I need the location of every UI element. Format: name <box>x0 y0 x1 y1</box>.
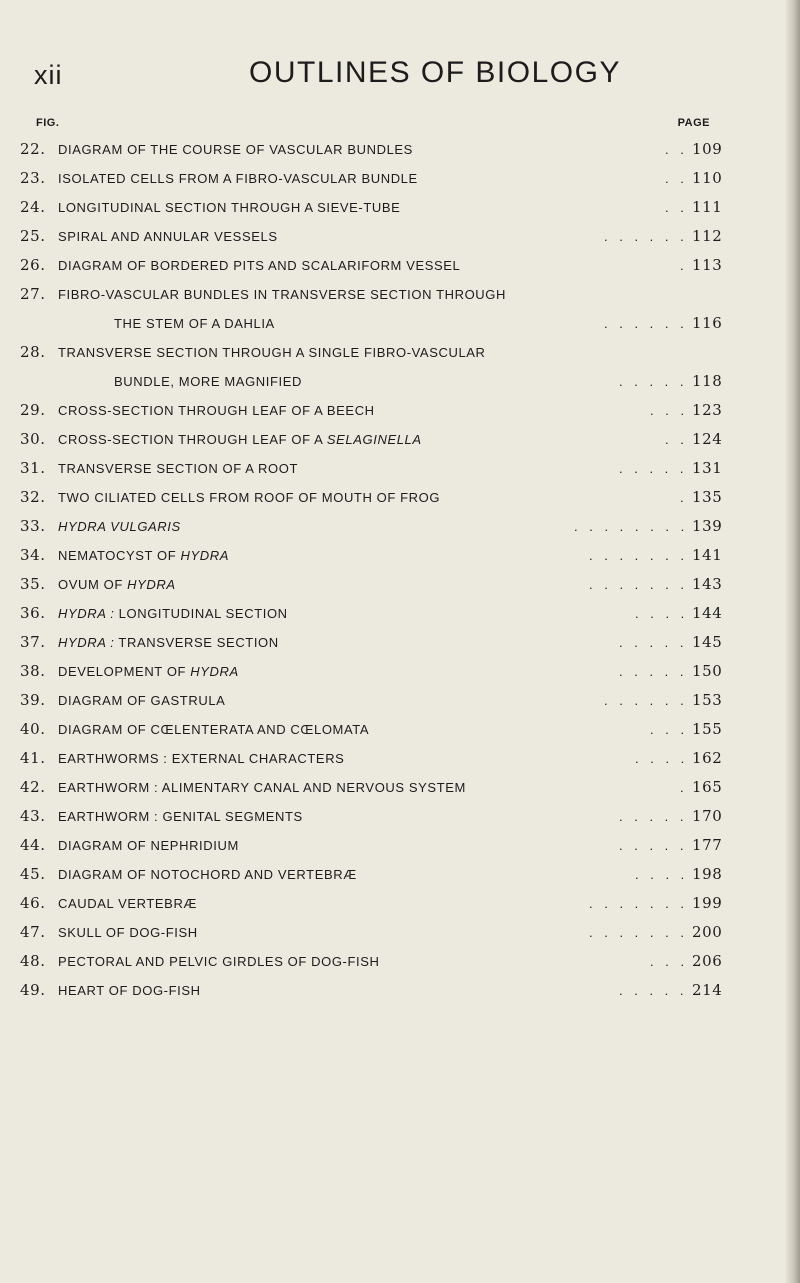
figure-number: 45. <box>20 865 46 883</box>
figure-number: 46. <box>20 894 46 912</box>
figure-caption <box>58 664 239 679</box>
list-item <box>20 457 740 486</box>
caption-italic-text: HYDRA <box>180 548 230 563</box>
dot-leader: . . . . . <box>619 983 688 998</box>
figure-number: 29. <box>20 401 46 419</box>
figure-caption <box>58 577 176 592</box>
figure-number: 41. <box>20 749 46 767</box>
dot-leader: . . . <box>650 403 689 418</box>
figure-caption <box>58 432 422 447</box>
caption-text: TRANSVERSE SECTION THROUGH A SINGLE FIBRO-VASCULAR <box>58 345 486 360</box>
running-title: OUTLINES OF BIOLOGY <box>249 56 621 89</box>
fig-column-heading: FIG. <box>36 117 60 129</box>
list-item <box>20 863 740 892</box>
caption-text: EARTHWORMS : EXTERNAL CHARACTERS <box>58 751 345 766</box>
figure-number: 44. <box>20 836 46 854</box>
figure-number: 36. <box>20 604 46 622</box>
caption-text: CAUDAL VERTEBRÆ <box>58 896 198 911</box>
caption-text: LONGITUDINAL SECTION THROUGH A SIEVE-TUBE <box>58 200 401 215</box>
list-item <box>20 370 740 399</box>
list-item <box>20 602 740 631</box>
list-item <box>20 312 740 341</box>
list-item <box>20 660 740 689</box>
figure-caption <box>58 954 380 969</box>
figure-caption <box>58 867 357 882</box>
list-of-illustrations <box>20 138 740 1008</box>
caption-text: DIAGRAM OF BORDERED PITS AND SCALARIFORM VESSEL <box>58 258 461 273</box>
figure-number: 26. <box>20 256 46 274</box>
figure-number: 23. <box>20 169 46 187</box>
figure-number: 31. <box>20 459 46 477</box>
caption-text: CROSS-SECTION THROUGH LEAF OF A <box>58 432 327 447</box>
figure-number: 34. <box>20 546 46 564</box>
page-number-ref: 131 <box>692 459 723 477</box>
figure-number: 24. <box>20 198 46 216</box>
dot-leader: . . . . . . <box>604 229 688 244</box>
figure-number: 38. <box>20 662 46 680</box>
page-number-ref: 177 <box>692 836 723 854</box>
list-item <box>20 486 740 515</box>
page-number-ref: 118 <box>692 372 723 390</box>
figure-caption <box>58 925 198 940</box>
dot-leader: . . . . . . . <box>589 896 688 911</box>
figure-caption <box>58 983 201 998</box>
figure-caption <box>58 722 369 737</box>
caption-text: NEMATOCYST OF <box>58 548 181 563</box>
figure-caption <box>58 403 375 418</box>
figure-caption <box>114 316 275 331</box>
list-item <box>20 979 740 1008</box>
page-number-ref: 153 <box>692 691 723 709</box>
caption-italic-text: HYDRA <box>190 664 239 679</box>
dot-leader: . . . . . <box>619 838 688 853</box>
caption-tail-text: TRANSVERSE SECTION <box>114 635 279 650</box>
figure-number: 28. <box>20 343 46 361</box>
dot-leader: . . . . <box>635 751 689 766</box>
caption-text: THE STEM OF A DAHLIA <box>114 316 275 331</box>
figure-caption <box>58 751 344 766</box>
figure-caption <box>114 374 302 389</box>
caption-italic-text: HYDRA : <box>58 635 115 650</box>
figure-caption <box>58 838 239 853</box>
caption-italic-text: HYDRA <box>127 577 176 592</box>
figure-number: 47. <box>20 923 46 941</box>
caption-italic-text: SELAGINELLA <box>326 432 422 447</box>
dot-leader: . . . . . <box>619 664 688 679</box>
figure-caption <box>58 461 298 476</box>
page-number-ref: 155 <box>692 720 723 738</box>
figure-caption <box>58 229 278 244</box>
caption-text: DIAGRAM OF NEPHRIDIUM <box>58 838 239 853</box>
page-number-ref: 206 <box>692 952 723 970</box>
caption-text: SKULL OF DOG-FISH <box>58 925 198 940</box>
dot-leader: . . . <box>650 722 689 737</box>
page-header <box>0 56 786 96</box>
caption-text: HEART OF DOG-FISH <box>58 983 201 998</box>
figure-number: 40. <box>20 720 46 738</box>
list-item <box>20 167 740 196</box>
dot-leader: . <box>680 258 688 273</box>
list-item <box>20 138 740 167</box>
page-number-ref: 111 <box>692 198 723 216</box>
figure-caption <box>58 142 413 157</box>
caption-text: EARTHWORM : GENITAL SEGMENTS <box>58 809 303 824</box>
caption-text: DIAGRAM OF CŒLENTERATA AND CŒLOMATA <box>58 722 370 737</box>
page-number-ref: 144 <box>692 604 723 622</box>
page-number-ref: 123 <box>692 401 723 419</box>
figure-number: 22. <box>20 140 46 158</box>
page-number: xii <box>34 60 63 90</box>
figure-caption <box>58 809 303 824</box>
figure-caption <box>58 258 460 273</box>
list-item <box>20 718 740 747</box>
list-item <box>20 254 740 283</box>
page-number-ref: 150 <box>692 662 723 680</box>
dot-leader: . . <box>665 200 688 215</box>
list-item <box>20 428 740 457</box>
dot-leader: . . . . . . <box>604 316 688 331</box>
figure-caption <box>58 693 225 708</box>
page-number-ref: 116 <box>692 314 723 332</box>
dot-leader: . . <box>665 171 688 186</box>
figure-number: 27. <box>20 285 46 303</box>
figure-caption <box>58 635 279 650</box>
caption-text: TRANSVERSE SECTION OF A ROOT <box>58 461 299 476</box>
figure-number: 32. <box>20 488 46 506</box>
figure-number: 25. <box>20 227 46 245</box>
page-number-ref: 145 <box>692 633 723 651</box>
list-item <box>20 805 740 834</box>
list-item <box>20 283 740 312</box>
page-number-ref: 143 <box>692 575 723 593</box>
list-item <box>20 776 740 805</box>
figure-caption <box>58 345 486 360</box>
column-headings <box>36 117 710 133</box>
caption-text: OVUM OF <box>58 577 128 592</box>
figure-caption <box>58 200 400 215</box>
dot-leader: . . . . . <box>619 461 688 476</box>
caption-text: FIBRO-VASCULAR BUNDLES IN TRANSVERSE SECTION THROUGH <box>58 287 506 302</box>
figure-number: 48. <box>20 952 46 970</box>
caption-text: EARTHWORM : ALIMENTARY CANAL AND NERVOUS SYSTEM <box>58 780 466 795</box>
caption-italic-text: HYDRA VULGARIS <box>58 519 181 534</box>
dot-leader: . . . . . <box>619 635 688 650</box>
page-number-ref: 139 <box>692 517 723 535</box>
caption-text: DEVELOPMENT OF <box>58 664 191 679</box>
caption-text: ISOLATED CELLS FROM A FIBRO-VASCULAR BUNDLE <box>58 171 418 186</box>
figure-number: 37. <box>20 633 46 651</box>
dot-leader: . <box>680 490 688 505</box>
list-item <box>20 631 740 660</box>
figure-caption <box>58 548 229 563</box>
page-number-ref: 110 <box>692 169 723 187</box>
figure-number: 33. <box>20 517 46 535</box>
caption-text: BUNDLE, MORE MAGNIFIED <box>114 374 302 389</box>
page-number-ref: 113 <box>692 256 723 274</box>
page-column-heading: PAGE <box>677 117 710 129</box>
figure-caption <box>58 780 466 795</box>
list-item <box>20 573 740 602</box>
page-number-ref: 109 <box>692 140 723 158</box>
list-item <box>20 834 740 863</box>
list-item <box>20 196 740 225</box>
page-number-ref: 170 <box>692 807 723 825</box>
dot-leader: . . . . . <box>619 809 688 824</box>
caption-text: PECTORAL AND PELVIC GIRDLES OF DOG-FISH <box>58 954 380 969</box>
list-item <box>20 544 740 573</box>
list-item <box>20 689 740 718</box>
caption-text: DIAGRAM OF GASTRULA <box>58 693 226 708</box>
dot-leader: . . . . . . . <box>589 925 688 940</box>
page-number-ref: 162 <box>692 749 723 767</box>
dot-leader: . . . . . <box>619 374 688 389</box>
list-item <box>20 921 740 950</box>
caption-tail-text: LONGITUDINAL SECTION <box>114 606 288 621</box>
page-number-ref: 124 <box>692 430 723 448</box>
page-number-ref: 112 <box>692 227 723 245</box>
list-item <box>20 892 740 921</box>
dot-leader: . . . . . . . <box>589 548 688 563</box>
dot-leader: . . . . <box>635 867 689 882</box>
list-item <box>20 225 740 254</box>
list-item <box>20 515 740 544</box>
caption-italic-text: HYDRA : <box>58 606 115 621</box>
figure-number: 49. <box>20 981 46 999</box>
dot-leader: . . <box>665 142 688 157</box>
caption-text: DIAGRAM OF NOTOCHORD AND VERTEBRÆ <box>58 867 357 882</box>
dot-leader: . . <box>665 432 688 447</box>
dot-leader: . . . . <box>635 606 689 621</box>
figure-number: 30. <box>20 430 46 448</box>
caption-text: SPIRAL AND ANNULAR VESSELS <box>58 229 278 244</box>
page-number-ref: 198 <box>692 865 723 883</box>
page-edge-shadow <box>786 0 800 1283</box>
figure-number: 39. <box>20 691 46 709</box>
figure-caption <box>58 606 288 621</box>
figure-caption <box>58 490 440 505</box>
list-item <box>20 399 740 428</box>
dot-leader: . . . . . . . . <box>574 519 689 534</box>
figure-number: 43. <box>20 807 46 825</box>
figure-caption <box>58 519 181 534</box>
caption-text: CROSS-SECTION THROUGH LEAF OF A BEECH <box>58 403 375 418</box>
figure-caption <box>58 896 197 911</box>
list-item <box>20 950 740 979</box>
page-number-ref: 135 <box>692 488 723 506</box>
dot-leader: . <box>680 780 688 795</box>
page-number-ref: 165 <box>692 778 723 796</box>
caption-text: DIAGRAM OF THE COURSE OF VASCULAR BUNDLES <box>58 142 413 157</box>
figure-number: 35. <box>20 575 46 593</box>
list-item <box>20 341 740 370</box>
page-number-ref: 199 <box>692 894 723 912</box>
dot-leader: . . . <box>650 954 689 969</box>
page-number-ref: 214 <box>692 981 723 999</box>
figure-caption <box>58 287 506 302</box>
figure-number: 42. <box>20 778 46 796</box>
list-item <box>20 747 740 776</box>
page-number-ref: 200 <box>692 923 723 941</box>
figure-caption <box>58 171 418 186</box>
caption-text: TWO CILIATED CELLS FROM ROOF OF MOUTH OF FROG <box>58 490 441 505</box>
page-number-ref: 141 <box>692 546 723 564</box>
dot-leader: . . . . . . <box>604 693 688 708</box>
dot-leader: . . . . . . . <box>589 577 688 592</box>
